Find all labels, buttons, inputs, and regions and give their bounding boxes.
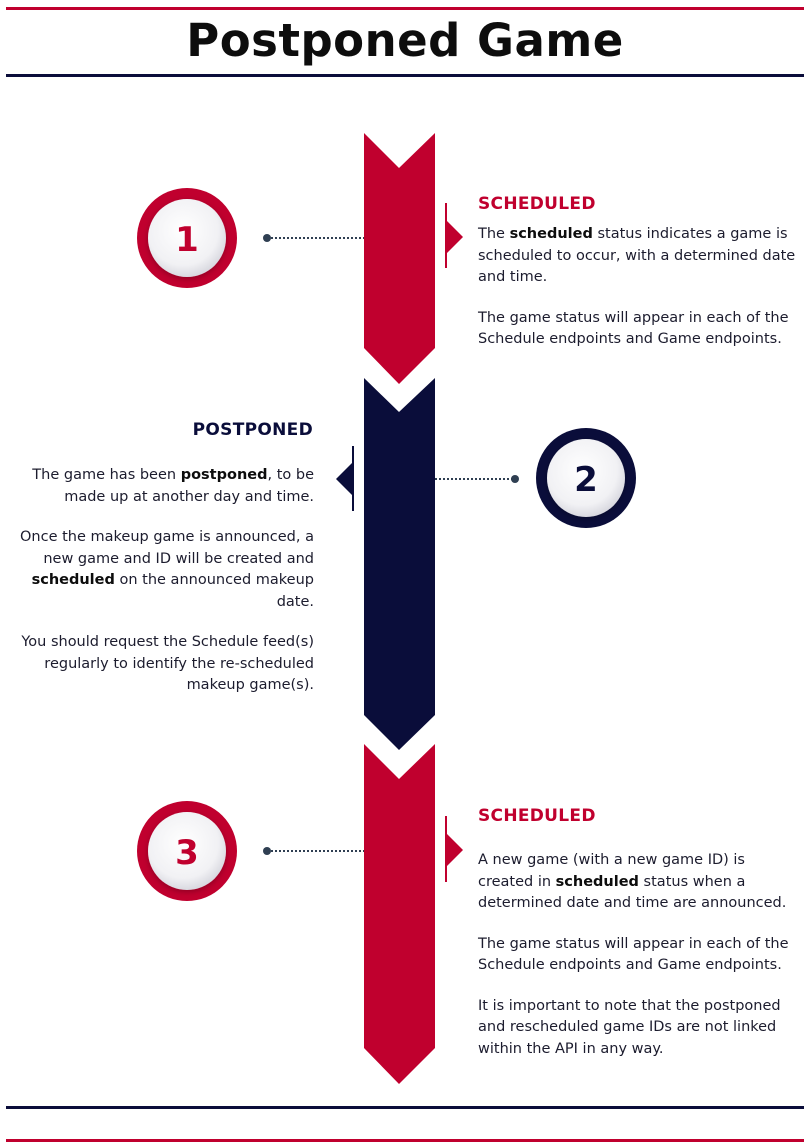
body-text: , to be made up at another day and time.	[64, 467, 314, 505]
segment-1-chevron	[364, 133, 435, 384]
step-1-paragraph	[478, 308, 798, 351]
body-text: Once the makeup game is announced, a new game and ID will be created and	[20, 529, 314, 567]
body-text: You should request the Schedule feed(s) regularly to identify the re-scheduled makeup game(s).	[21, 634, 314, 693]
bottom-red-rule	[6, 1139, 804, 1142]
step-2-paragraph	[8, 465, 314, 508]
body-text: The game has been	[32, 467, 181, 483]
marker-3-arrow	[446, 833, 463, 867]
body-text: It is important to note that the postponed and rescheduled game IDs are not linked within the API in any way.	[478, 997, 781, 1057]
step-3-heading: SCHEDULED	[478, 806, 596, 826]
body-text: on the announced makeup date.	[114, 572, 314, 610]
step-1-heading: SCHEDULED	[478, 194, 596, 214]
marker-1-arrow	[446, 220, 463, 254]
step-3-paragraph	[478, 850, 804, 915]
step-2-body	[8, 465, 314, 716]
step-2-number: 2	[574, 460, 598, 500]
body-text: status indicates a game is scheduled to occur, with a determined date and time.	[478, 226, 796, 285]
emphasis-text: postponed	[180, 467, 268, 483]
step-1-number: 1	[175, 220, 199, 260]
marker-2-arrow	[336, 462, 353, 496]
body-text: The game status will appear in each of the Schedule endpoints and Game endpoints.	[478, 309, 789, 347]
step-2-paragraph	[8, 527, 314, 613]
body-text: The game status will appear in each of the Schedule endpoints and Game endpoints.	[478, 935, 789, 973]
page-title: Postponed Game	[186, 14, 624, 67]
body-text: A new game (with a new game ID) is created in	[478, 852, 745, 890]
step-3-number: 3	[175, 833, 199, 873]
step-1-badge	[137, 188, 237, 288]
segment-2-chevron	[364, 378, 435, 750]
step-3-badge	[137, 801, 237, 901]
step-1-body	[478, 224, 798, 370]
step-2-heading: POSTPONED	[192, 420, 313, 440]
emphasis-text: scheduled	[31, 572, 115, 588]
body-text: status when a determined date and time are announced.	[478, 873, 787, 911]
step-2-badge	[536, 428, 636, 528]
emphasis-text: scheduled	[555, 873, 639, 890]
step-3-paragraph	[478, 996, 804, 1061]
step-1-paragraph	[478, 224, 798, 289]
bottom-navy-rule	[6, 1106, 804, 1109]
emphasis-text: scheduled	[509, 226, 593, 242]
step-2-paragraph	[8, 632, 314, 697]
segment-3-chevron	[364, 744, 435, 1084]
body-text: The	[478, 226, 510, 242]
step-3-paragraph	[478, 934, 804, 977]
step-3-body	[478, 850, 804, 1079]
